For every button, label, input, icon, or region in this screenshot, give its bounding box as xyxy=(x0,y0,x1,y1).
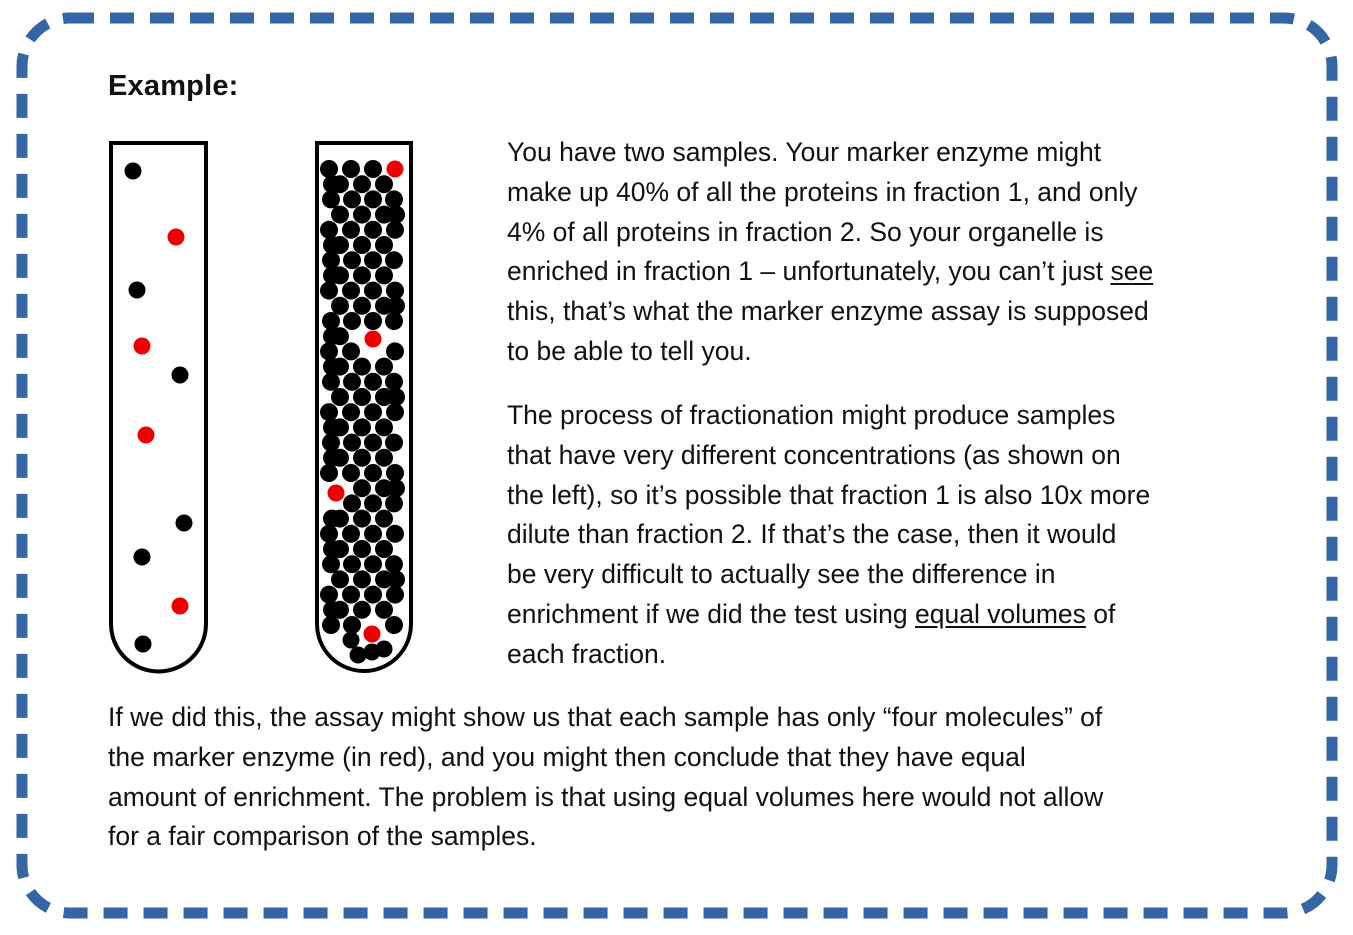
text-line: 4% of all proteins in fraction 2. So your organelle is xyxy=(507,216,1104,247)
protein-molecule xyxy=(342,464,360,482)
text-fragment: enriched in fraction 1 – unfortunately, you can’t just xyxy=(507,256,1111,287)
protein-molecule xyxy=(331,388,349,406)
protein-molecule xyxy=(353,601,371,619)
protein-molecule xyxy=(323,327,341,345)
protein-molecule xyxy=(364,221,382,239)
protein-molecule xyxy=(385,434,403,452)
protein-molecule xyxy=(386,342,404,360)
protein-molecule xyxy=(322,373,340,391)
text-line: If we did this, the assay might show us that each sample has only “four molecules” of xyxy=(108,702,1103,732)
protein-molecule xyxy=(353,388,371,406)
protein-molecule xyxy=(322,190,340,208)
protein-molecule xyxy=(364,160,382,178)
protein-molecule xyxy=(343,373,361,391)
protein-molecule xyxy=(375,510,393,528)
text-line: each fraction. xyxy=(507,638,667,669)
protein-molecule xyxy=(320,586,338,604)
protein-molecule xyxy=(331,297,349,315)
protein-molecule xyxy=(134,549,151,566)
protein-molecule xyxy=(364,464,382,482)
protein-molecule xyxy=(135,636,152,653)
dilute-tube xyxy=(111,143,206,671)
text-line: this, that’s what the marker enzyme assay is supposed xyxy=(507,296,1149,327)
protein-molecule xyxy=(342,525,360,543)
protein-molecule xyxy=(343,616,361,634)
protein-molecule xyxy=(386,221,404,239)
protein-molecule xyxy=(320,282,338,300)
text-fragment: of xyxy=(1085,598,1116,629)
protein-molecule xyxy=(129,282,146,299)
underlined-equal-volumes: equal volumes xyxy=(915,598,1086,629)
protein-molecule xyxy=(375,358,393,376)
protein-molecule xyxy=(375,601,393,619)
text-line: The process of fractionation might produce samples xyxy=(507,400,1116,430)
protein-molecule xyxy=(343,555,361,573)
protein-molecule xyxy=(353,358,371,376)
protein-molecule xyxy=(172,367,189,384)
protein-molecule xyxy=(387,297,405,315)
marker-enzyme-molecule xyxy=(387,161,404,178)
protein-molecule xyxy=(343,632,360,649)
protein-molecule xyxy=(342,221,360,239)
protein-molecule xyxy=(320,525,338,543)
text-line: make up 40% of all the proteins in fraction 1, and only xyxy=(507,176,1138,207)
protein-molecule xyxy=(176,515,193,532)
protein-molecule xyxy=(320,464,338,482)
protein-molecule xyxy=(353,236,371,254)
paragraph-fractionation xyxy=(507,396,1267,675)
protein-molecule xyxy=(353,449,371,467)
underlined-see: see xyxy=(1110,256,1154,287)
text-line: dilute than fraction 2. If that’s the case, then it would xyxy=(507,519,1117,550)
example-heading: Example: xyxy=(108,70,239,102)
protein-molecule xyxy=(353,175,371,193)
protein-molecule xyxy=(331,570,349,588)
protein-molecule xyxy=(343,494,361,512)
text-line: be very difficult to actually see the difference in xyxy=(507,559,1056,590)
text-line: amount of enrichment. The problem is that using equal volumes here would not allow xyxy=(108,781,1104,812)
protein-molecule xyxy=(125,163,142,180)
protein-molecule xyxy=(364,251,382,269)
protein-molecule xyxy=(375,540,393,558)
protein-molecule xyxy=(364,525,382,543)
protein-molecule xyxy=(320,221,338,239)
protein-molecule xyxy=(322,555,340,573)
protein-molecule xyxy=(376,641,393,658)
text-line: that have very different concentrations (as shown on xyxy=(507,439,1121,470)
protein-molecule xyxy=(385,312,403,330)
protein-molecule xyxy=(331,206,349,224)
protein-molecule xyxy=(364,373,382,391)
protein-molecule xyxy=(364,434,382,452)
protein-molecule xyxy=(342,586,360,604)
protein-molecule xyxy=(343,312,361,330)
protein-molecule xyxy=(386,586,404,604)
marker-enzyme-molecule xyxy=(365,331,382,348)
protein-molecule xyxy=(323,510,341,528)
protein-molecule xyxy=(353,540,371,558)
protein-molecule xyxy=(364,282,382,300)
protein-molecule xyxy=(386,525,404,543)
protein-molecule xyxy=(385,555,403,573)
protein-molecule xyxy=(342,342,360,360)
protein-molecule xyxy=(375,175,393,193)
marker-enzyme-molecule xyxy=(168,229,185,246)
protein-molecule xyxy=(343,434,361,452)
protein-molecule xyxy=(385,190,403,208)
marker-enzyme-molecule xyxy=(328,485,345,502)
protein-molecule xyxy=(364,312,382,330)
text-line: the marker enzyme (in red), and you might then conclude that they have equal xyxy=(108,741,1026,772)
protein-molecule xyxy=(353,570,371,588)
paragraph-samples xyxy=(507,133,1267,372)
protein-molecule xyxy=(343,251,361,269)
protein-molecule xyxy=(375,266,393,284)
text-fragment: enrichment if we did the test using xyxy=(507,598,916,629)
protein-molecule xyxy=(320,403,338,421)
marker-enzyme-molecule xyxy=(364,626,381,643)
protein-molecule xyxy=(387,479,405,497)
protein-molecule xyxy=(385,251,403,269)
protein-molecule xyxy=(342,282,360,300)
protein-molecule xyxy=(323,449,341,467)
protein-molecule xyxy=(385,616,403,634)
protein-molecule xyxy=(364,586,382,604)
protein-molecule xyxy=(343,190,361,208)
protein-molecule xyxy=(320,160,338,178)
marker-enzyme-molecule xyxy=(138,427,155,444)
text-line xyxy=(507,252,1267,292)
text-line: You have two samples. Your marker enzyme might xyxy=(507,137,1102,167)
concentrated-tube xyxy=(317,143,411,671)
protein-molecule xyxy=(375,449,393,467)
protein-molecule xyxy=(364,403,382,421)
protein-molecule xyxy=(353,297,371,315)
protein-molecule xyxy=(323,266,341,284)
protein-molecule xyxy=(375,418,393,436)
protein-molecule xyxy=(350,647,367,664)
protein-molecule xyxy=(364,190,382,208)
text-line xyxy=(507,595,1267,635)
protein-molecule xyxy=(320,342,338,360)
marker-enzyme-molecule xyxy=(172,598,189,615)
protein-molecule xyxy=(353,206,371,224)
protein-molecule xyxy=(353,418,371,436)
paragraph-conclusion xyxy=(108,698,1288,857)
protein-molecule xyxy=(353,510,371,528)
protein-molecule xyxy=(322,616,340,634)
text-line: to be able to tell you. xyxy=(507,335,752,366)
protein-molecule xyxy=(364,555,382,573)
test-tube-diagram xyxy=(0,0,500,700)
dilute-tube-outline xyxy=(111,143,206,671)
text-line: for a fair comparison of the samples. xyxy=(108,821,537,852)
protein-molecule xyxy=(385,494,403,512)
protein-molecule xyxy=(353,266,371,284)
text-line: the left), so it’s possible that fraction 1 is also 10x more xyxy=(507,479,1151,510)
protein-molecule xyxy=(375,236,393,254)
protein-molecule xyxy=(353,479,371,497)
protein-molecule xyxy=(386,403,404,421)
protein-molecule xyxy=(342,160,360,178)
protein-molecule xyxy=(364,494,382,512)
protein-molecule xyxy=(342,403,360,421)
marker-enzyme-molecule xyxy=(134,338,151,355)
protein-molecule xyxy=(385,373,403,391)
